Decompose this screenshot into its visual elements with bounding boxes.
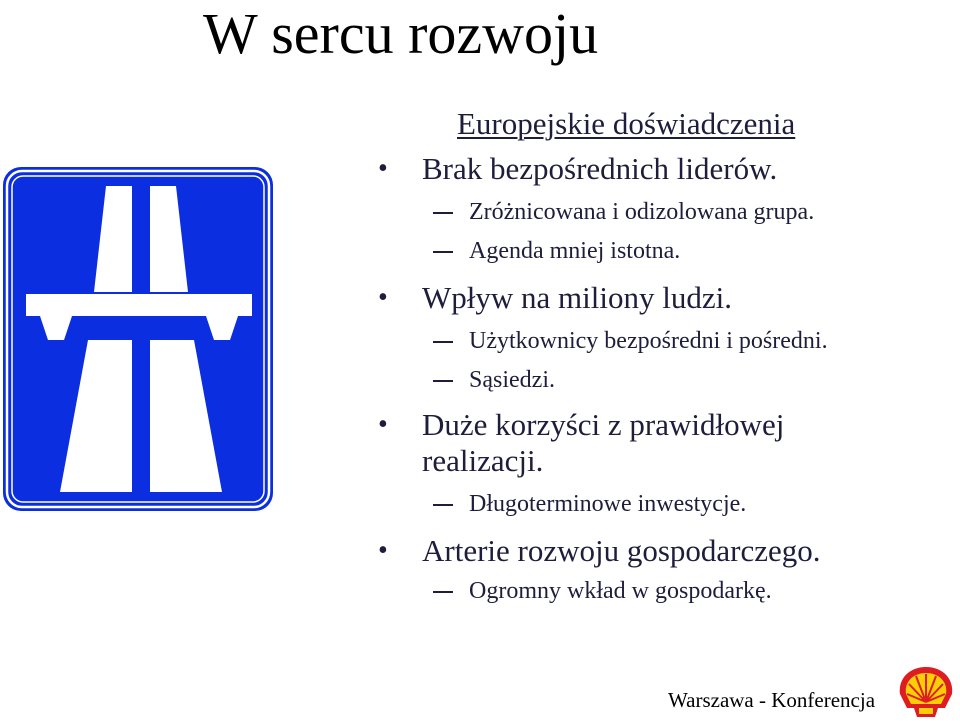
bullet-item: • Duże korzyści z prawidłowej realizacji.	[422, 407, 862, 479]
sub-bullet-item: Użytkownicy bezpośredni i pośredni.	[469, 328, 828, 354]
bullet-item: • Wpływ na miliony ludzi.	[422, 280, 732, 316]
sub-bullet-item: Agenda mniej istotna.	[469, 238, 681, 264]
footer-text: Warszawa - Konferencja	[668, 688, 876, 712]
sub-bullet-item: Długoterminowe inwestycje.	[469, 491, 747, 517]
motorway-sign-icon	[2, 166, 274, 512]
slide-title: W sercu rozwoju	[203, 1, 599, 66]
sub-bullet-item: Sąsiedzi.	[469, 367, 555, 393]
shell-logo-icon	[895, 664, 957, 720]
slide-subtitle: Europejskie doświadczenia	[457, 106, 796, 141]
bullet-item: • Brak bezpośrednich liderów.	[422, 151, 777, 187]
bullet-item: • Arterie rozwoju gospodarczego.	[422, 533, 821, 569]
sub-bullet-item: Ogromny wkład w gospodarkę.	[469, 578, 772, 604]
sub-bullet-item: Zróżnicowana i odizolowana grupa.	[469, 199, 815, 225]
